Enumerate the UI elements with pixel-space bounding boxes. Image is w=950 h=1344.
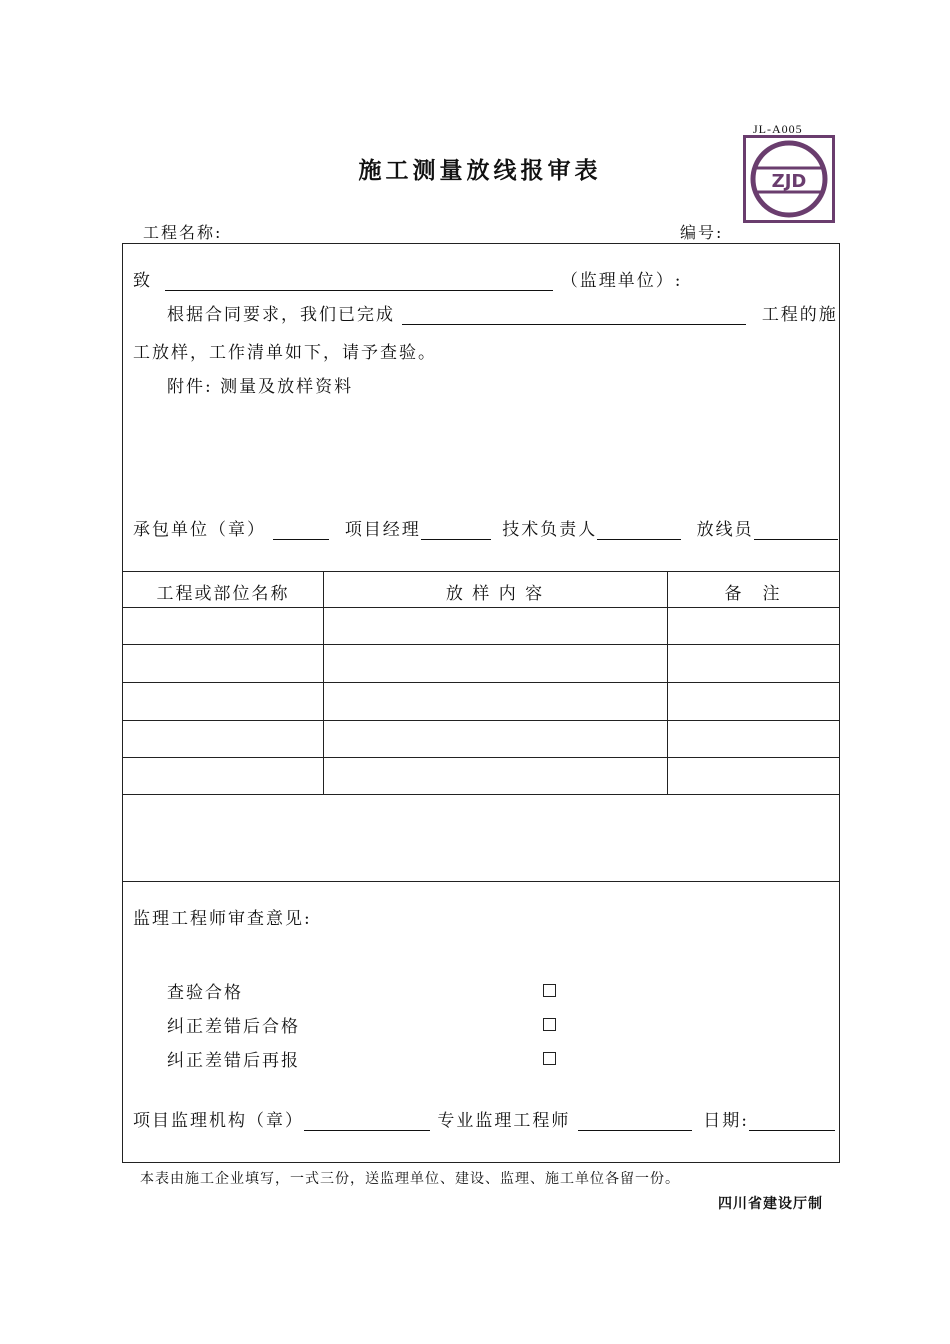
footer-note: 本表由施工企业填写，一式三份，送监理单位、建设、监理、施工单位各留一份。 <box>140 1171 680 1187</box>
line1-suffix: 工程的施 <box>761 305 838 325</box>
engineer-label: 专业监理工程师 <box>437 1111 571 1131</box>
form-code: JL-A005 <box>753 122 803 136</box>
col-header-remark: 备 注 <box>724 584 782 604</box>
col-header-part: 工程或部位名称 <box>156 584 290 604</box>
zjd-logo <box>743 135 835 223</box>
supervisor-unit-field[interactable] <box>165 272 553 291</box>
table-row <box>123 682 839 683</box>
table-row <box>123 644 839 645</box>
project-field[interactable] <box>402 306 746 325</box>
tech-lead-field[interactable] <box>597 521 681 540</box>
to-suffix: （监理单位）: <box>560 271 683 291</box>
date-field[interactable] <box>749 1112 835 1131</box>
form-frame <box>122 243 840 1163</box>
attachment-line: 附件: 测量及放样资料 <box>167 377 354 397</box>
maker-label: 四川省建设厅制 <box>718 1196 823 1212</box>
option-pass-checkbox[interactable] <box>543 984 556 997</box>
surveyor-label: 放线员 <box>696 520 754 540</box>
option-pass-label: 查验合格 <box>167 983 243 1003</box>
line1-prefix: 根据合同要求，我们已完成 <box>167 305 395 325</box>
to-prefix: 致 <box>133 271 152 291</box>
tech-lead-label: 技术负责人 <box>502 520 598 540</box>
project-name-label: 工程名称: <box>143 223 223 242</box>
col-header-content: 放 样 内 容 <box>445 584 545 604</box>
request-line-2: 工放样，工作清单如下，请予查验。 <box>133 343 437 363</box>
contractor-field[interactable] <box>273 521 329 540</box>
engineer-field[interactable] <box>578 1112 692 1131</box>
signature-line <box>133 515 838 540</box>
table-row <box>123 794 839 795</box>
table-top-rule <box>123 571 839 572</box>
table-row <box>123 757 839 758</box>
org-label: 项目监理机构（章） <box>133 1111 304 1131</box>
table-row <box>123 720 839 721</box>
to-line <box>133 266 683 291</box>
contractor-label: 承包单位（章） <box>133 520 266 540</box>
option-resubmit-checkbox[interactable] <box>543 1052 556 1065</box>
pm-field[interactable] <box>421 521 491 540</box>
option-corrected-label: 纠正差错后合格 <box>167 1017 300 1037</box>
number-label: 编号: <box>680 223 724 242</box>
review-label: 监理工程师审查意见: <box>133 909 312 929</box>
review-signature-line <box>133 1106 835 1131</box>
org-field[interactable] <box>304 1112 430 1131</box>
review-top-rule <box>123 881 839 882</box>
surveyor-field[interactable] <box>754 521 838 540</box>
form-title: 施工测量放线报审表 <box>358 158 602 184</box>
logo-text: ZJD <box>771 171 807 192</box>
date-label: 日期: <box>703 1111 749 1131</box>
option-corrected-checkbox[interactable] <box>543 1018 556 1031</box>
request-line-1 <box>167 300 838 325</box>
option-resubmit-label: 纠正差错后再报 <box>167 1051 300 1071</box>
pm-label: 项目经理 <box>344 520 421 540</box>
